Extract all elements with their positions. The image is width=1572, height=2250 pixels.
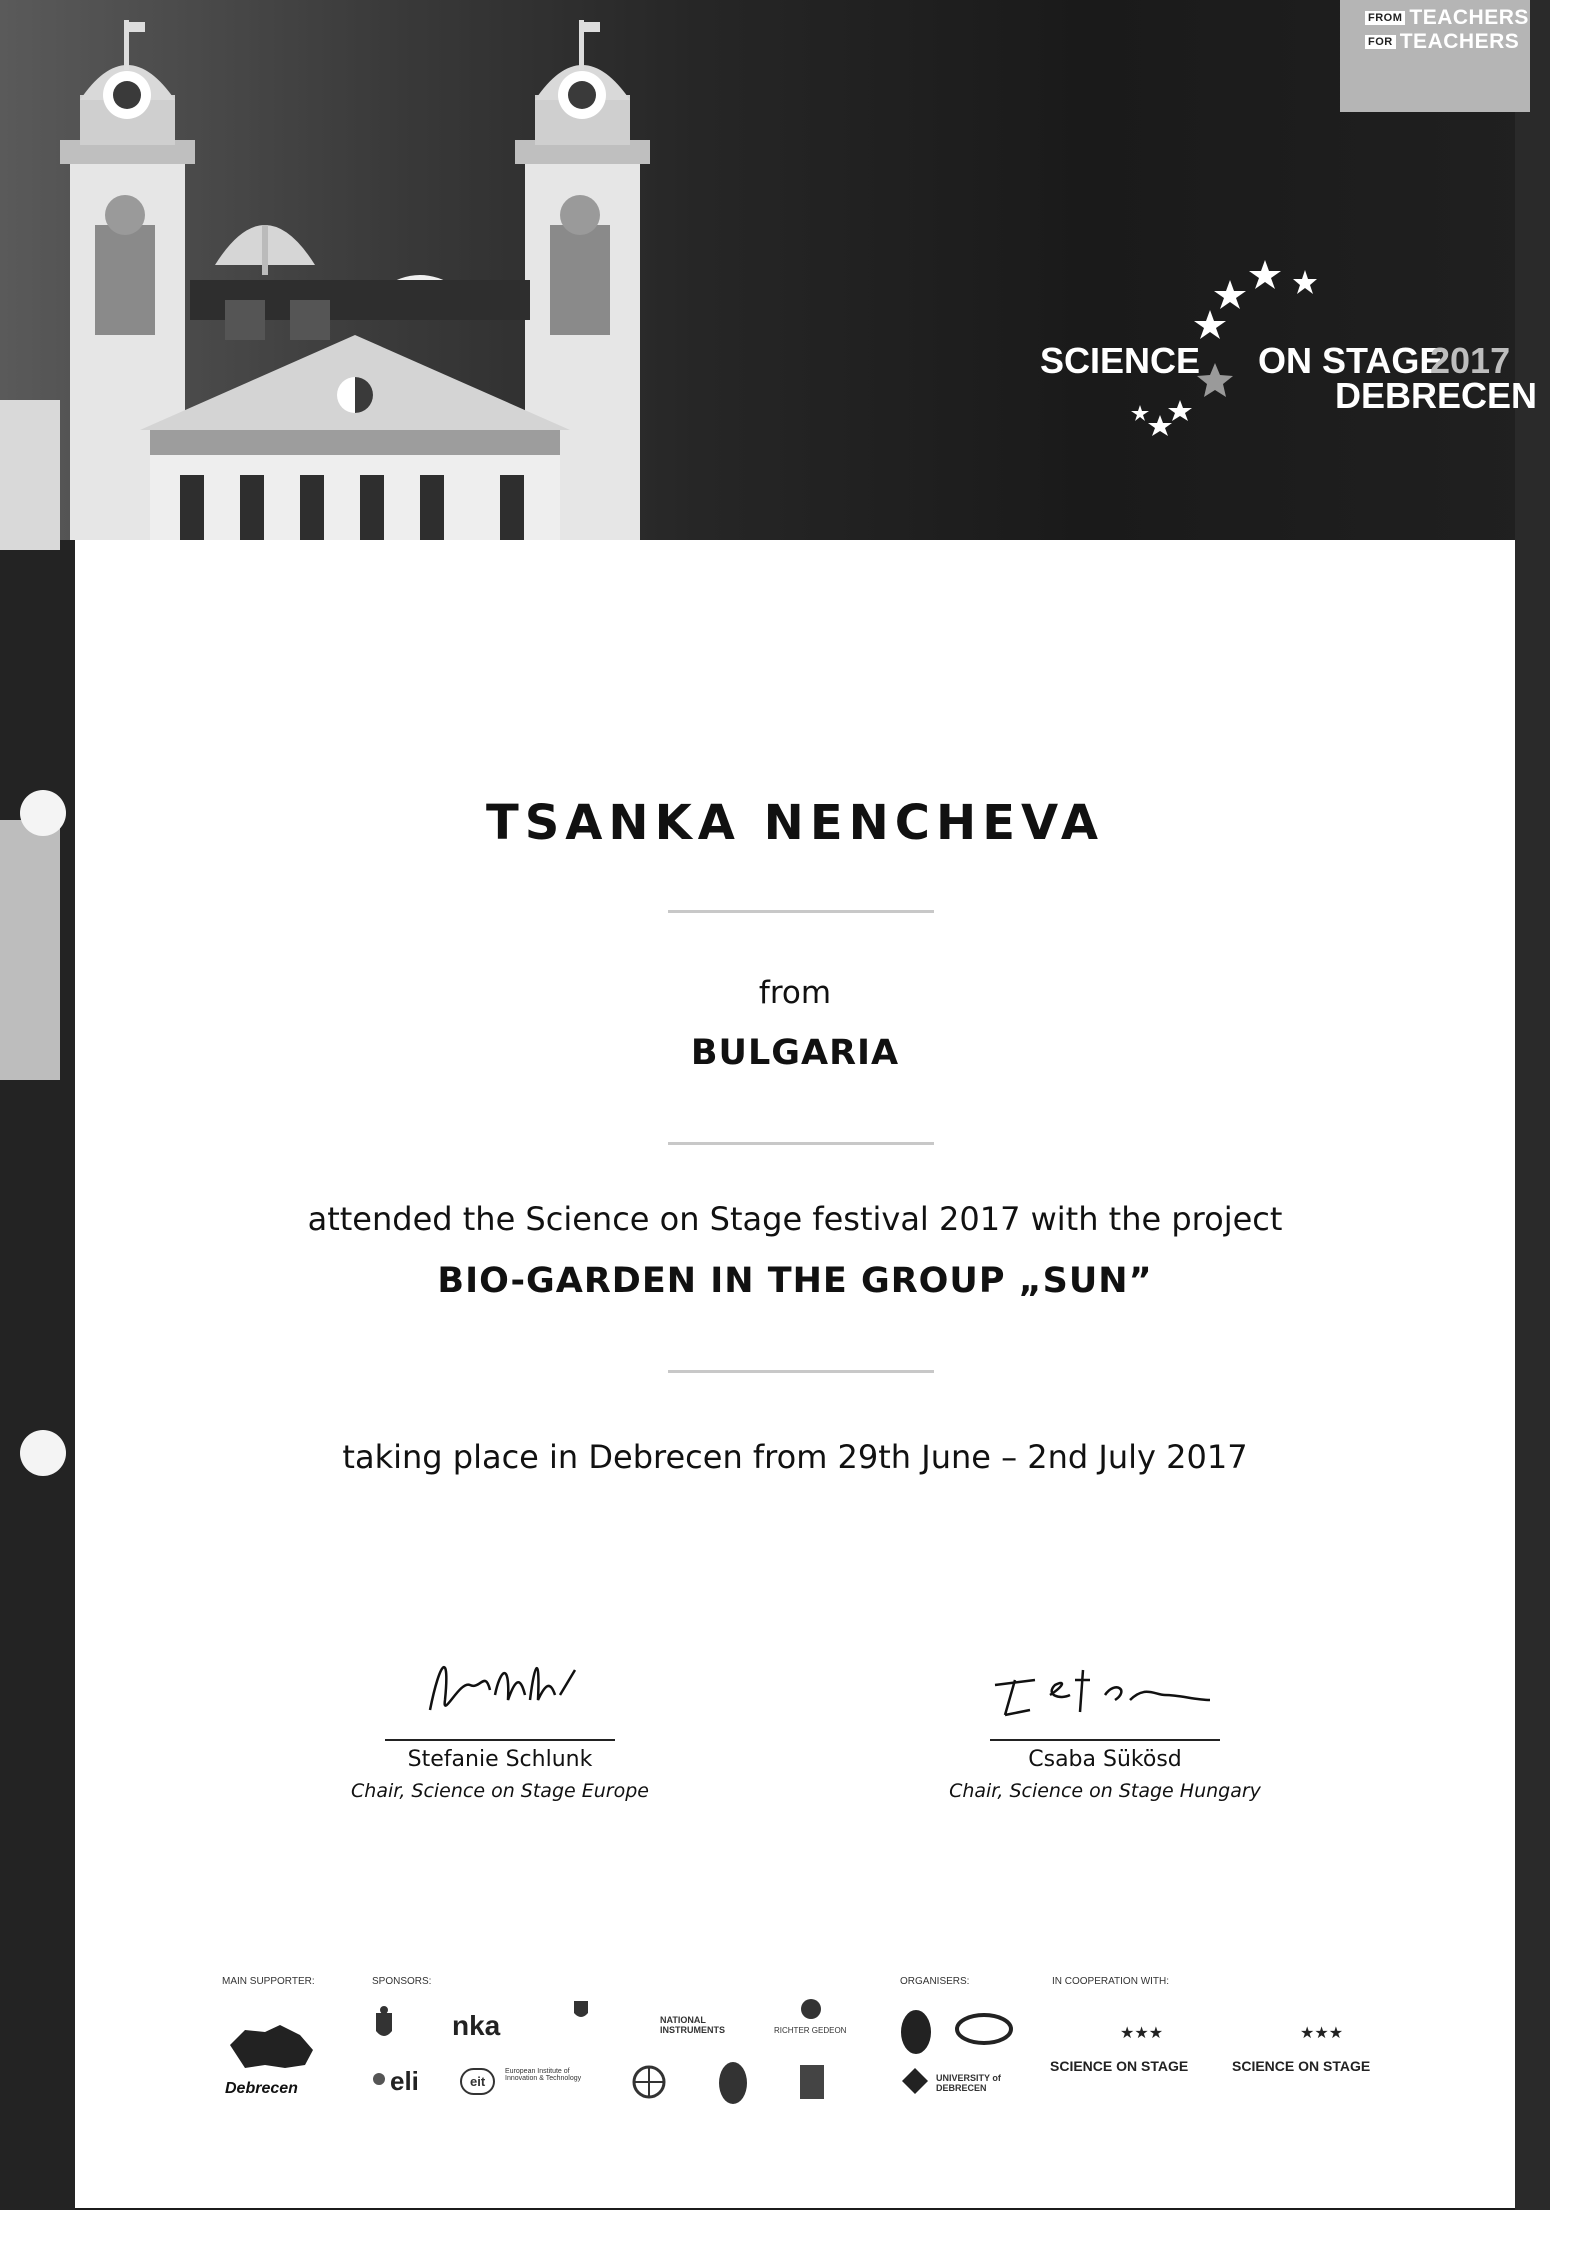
handwritten-signature [955,1640,1255,1735]
eli-globe-icon [372,2072,386,2086]
signature-block-hungary [895,1640,1315,1802]
signature-block-europe [290,1640,710,1802]
eit-logo: eit [460,2068,495,2095]
svg-text:★★★: ★★★ [1300,2023,1344,2042]
from-label: from [758,975,832,1011]
signature-line [385,1739,615,1741]
stars-icon [1120,2022,1180,2044]
nka-logo: nka [452,2010,501,2041]
nkfih-crest-icon [572,1995,590,2023]
logo-year: 2017 [1430,340,1511,381]
debrecen-logo-icon [225,2020,320,2082]
stars-icon [1300,2022,1360,2044]
badge-line-1: FROM TEACHERS [1365,6,1529,30]
handwritten-signature [400,1640,600,1735]
science-on-stage-germany-logo: SCIENCE ON STAGE [1050,2058,1189,2074]
punch-hole-top [20,790,66,836]
science-on-stage-europe-logo: SCIENCE ON STAGE [1232,2058,1371,2074]
organiser-logo-icon [955,2010,1013,2048]
columns-logo-icon [800,2065,824,2099]
signer-name: Stefanie Schlunk [407,1747,593,1772]
separator [668,1142,934,1145]
main-supporter-label: MAIN SUPPORTER: [222,1976,315,1987]
signature-line [990,1739,1220,1741]
eli-logo: eli [390,2066,419,2096]
organisers-label: ORGANISERS: [900,1976,970,1987]
cooperation-label: IN COOPERATION WITH: [1052,1976,1170,1987]
signer-role: Chair, Science on Stage Hungary [949,1780,1261,1802]
university-crest-icon [900,2066,930,2096]
university-debrecen-logo: UNIVERSITY of DEBRECEN [936,2073,1001,2093]
hungarian-coat-of-arms-icon [372,2005,396,2045]
badge-line-2: FOR TEACHERS [1365,30,1519,54]
separator [668,1370,934,1373]
eit-logo-text: European Institute of Innovation & Technology [505,2068,582,2082]
signer-name: Csaba Sükösd [1028,1747,1182,1772]
globe-logo-icon [632,2065,666,2099]
project-title: BIO-GARDEN IN THE GROUP „SUN” [437,1261,1153,1301]
svg-text:★★★: ★★★ [1120,2023,1164,2042]
richter-logo-icon [800,1998,822,2020]
attended-text: attended the Science on Stage festival 2017 with the project [307,1200,1283,1238]
sponsors-label: SPONSORS: [372,1976,432,1987]
richter-logo-text: RICHTER GEDEON [774,2026,847,2035]
recipient-name: TSANKA NENCHEVA [485,795,1105,851]
logo-on-stage: ON STAGE [1258,340,1444,381]
event-dates-text: taking place in Debrecen from 29th June – 2nd July 2017 [342,1438,1248,1476]
logo-city: DEBRECEN [1335,375,1538,416]
separator [668,910,934,913]
debrecen-church-illustration [0,0,720,540]
recipient-country: BULGARIA [690,1033,900,1073]
punch-hole-bottom [20,1430,66,1476]
national-instruments-logo: NATIONAL INSTRUMENTS [660,2015,725,2035]
signer-role: Chair, Science on Stage Europe [351,1780,649,1802]
portrait-logo-icon [900,2008,932,2056]
left-building-fragment-lower [0,820,60,1080]
university-seal-icon [718,2060,748,2106]
logo-science: SCIENCE [1040,340,1201,381]
debrecen-logo-text: Debrecen [225,2080,298,2097]
certificate-paper [75,540,1515,2208]
right-edge-strip [1515,0,1550,2210]
